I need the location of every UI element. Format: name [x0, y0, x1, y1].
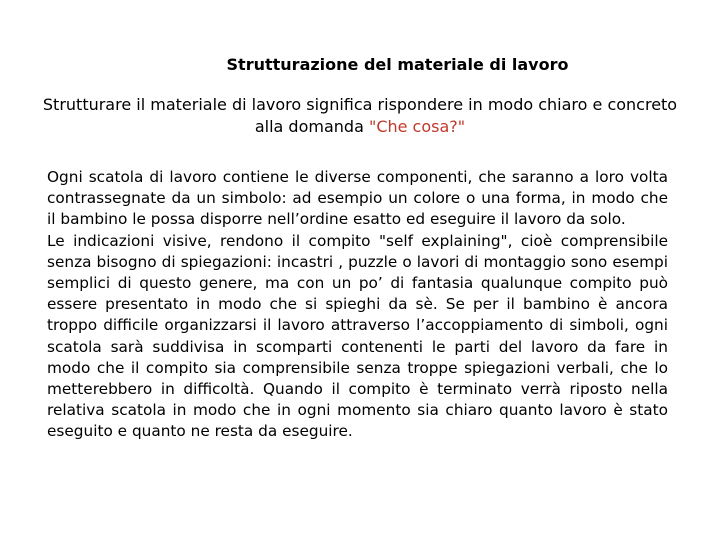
slide-subtitle	[30, 94, 690, 138]
paragraph-2: Le indicazioni visive, rendono il compito "self explaining", cioè comprensibile senza bisogno di spiegazioni: incastri , puzzle o lavori di montaggio sono esempi semplici di questo genere, ma con un po’ di fantasia qualunque compito può essere presentato in modo che si spieghi da sè. Se per il bambino è ancora troppo difficile organizzarsi il lavoro attraverso l’accoppiamento di simboli, ogni scatola sarà suddivisa in scomparti contenenti le parti del lavoro da fare in modo che il compito sia comprensibile senza troppe spiegazioni verbali, che lo metterebbero in difficoltà. Quando il compito è terminato verrà riposto nella relativa scatola in modo che in ogni momento sia chiaro quanto lavoro è stato eseguito e quanto ne resta da eseguire.	[47, 231, 668, 441]
slide-title: Strutturazione del materiale di lavoro	[226, 55, 569, 74]
body-text	[47, 167, 668, 443]
paragraph-1: Ogni scatola di lavoro contiene le diverse componenti, che saranno a loro volta contrassegnate da un simbolo: ad esempio un colore o una forma, in modo che il bambino le possa disporre nell’ordine esatto ed eseguire il lavoro da solo.	[47, 168, 668, 229]
subtitle-quote: "Che cosa?"	[368, 117, 466, 136]
subtitle-text: Strutturare il materiale di lavoro significa rispondere in modo chiaro e concreto alla domanda	[42, 95, 678, 136]
